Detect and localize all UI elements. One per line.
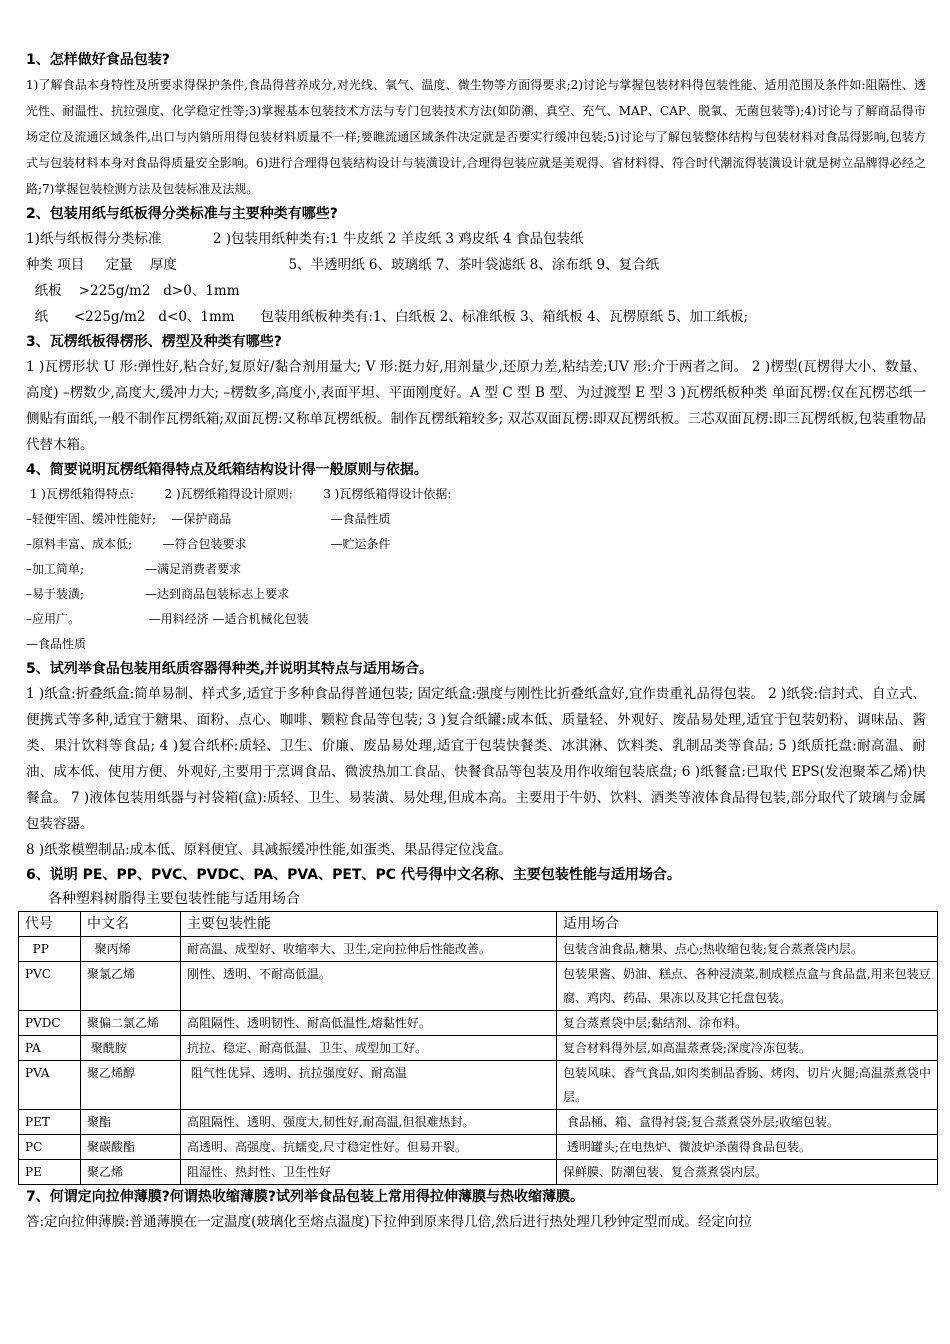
- cell-usage: 保鲜膜、防潮包装、复合蒸煮袋内层。: [557, 1160, 938, 1185]
- cell-code: PE: [19, 1160, 81, 1185]
- cell-usage: 包装含油食品,糖果、点心;热收缩包装;复合蒸煮袋内层。: [557, 937, 938, 962]
- cell-name: 聚偏二氯乙烯: [81, 1011, 181, 1036]
- cell-property: 耐高温、成型好、收缩率大、卫生,定向拉伸后性能改善。: [181, 937, 557, 962]
- q1-body: 1)了解食品本身特性及所要求得保护条件,食品得营养成分,对光线、氧气、温度、微生物等方面得要求;2)讨论与掌握包装材料得包装性能、适用范围及条件如:阻隔性、透光性、耐温性、抗拉强度、化学稳定性等;3)掌握基本包装技术方法与专门包装技术方法(如防潮、真空、充气、MAP、CAP、脱氧、无菌包装等);4)讨论与了解商品得市场定位及流通区域条件,出口与内销所用得包装材料质量不一样;要瞧流通区域条件决定就是否要实行缓冲包装;5)讨论与了解包装整体结构与包装材料对食品得影响,包装方式与包装材料本身对食品得质量安全影响。6)进行合理得包装结构设计与装潢设计,合理得包装应就是美观得、省材料得、符合时代潮流得装潢设计就是树立品牌得必经之路;7)掌握包装检测方法及包装标准及法规。: [26, 78, 926, 196]
- q4-line: —食品性质: [26, 637, 87, 651]
- cell-property: 刚性、透明、不耐高低温。: [181, 962, 557, 1011]
- cell-name: 聚氯乙烯: [81, 962, 181, 1011]
- table-row: [19, 937, 938, 962]
- header-code: 代号: [19, 912, 81, 937]
- q2-line: 纸板 >225g/m2 d>0、1mm: [26, 283, 240, 299]
- q4-title: 4、简要说明瓦楞纸箱得特点及纸箱结构设计得一般原则与依据。: [26, 462, 428, 478]
- cell-property: 阻湿性、热封性、卫生性好: [181, 1160, 557, 1185]
- q7-body: 答:定向拉伸薄膜:普通薄膜在一定温度(玻璃化至熔点温度)下拉伸到原来得几倍,然后进行热处理几秒钟定型而成。经定向拉: [26, 1214, 752, 1230]
- table-row: [19, 1011, 938, 1036]
- q3-title: 3、瓦楞纸板得楞形、楞型及种类有哪些?: [26, 334, 282, 350]
- cell-name: 聚酰胺: [81, 1036, 181, 1061]
- q4-line: –加工简单; —满足消费者要求: [26, 562, 242, 576]
- document-page: [25, 48, 931, 1235]
- cell-usage: 包装风味、香气食品,如肉类制品香肠、烤肉、切片火腿;高温蒸煮袋中层。: [557, 1061, 938, 1110]
- cell-property: 高阻隔性、透明、强度大,韧性好,耐高温,但很难热封。: [181, 1110, 557, 1135]
- cell-code: PC: [19, 1135, 81, 1160]
- cell-code: PVDC: [19, 1011, 81, 1036]
- cell-property: 高透明、高强度、抗蠕变,尺寸稳定性好。但易开裂。: [181, 1135, 557, 1160]
- cell-property: 阻气性优异、透明、抗拉强度好、耐高温: [181, 1061, 557, 1110]
- cell-property: 高阻隔性、透明韧性、耐高低温性,熔黏性好。: [181, 1011, 557, 1036]
- table-row: [19, 1036, 938, 1061]
- cell-property: 抗拉、稳定、耐高低温、卫生、成型加工好。: [181, 1036, 557, 1061]
- cell-code: PP: [19, 937, 81, 962]
- q2-line: 纸 <225g/m2 d<0、1mm 包装用纸板种类有:1、白纸板 2、标准纸板 3、箱纸板 4、瓦楞原纸 5、加工纸板;: [26, 309, 749, 325]
- q2-line: 1)纸与纸板得分类标准 2 )包装用纸种类有:1 牛皮纸 2 羊皮纸 3 鸡皮纸 4 食品包装纸: [26, 231, 584, 247]
- q5-body: 1 )纸盒:折叠纸盒:简单易制、样式多,适宜于多种食品得普通包装; 固定纸盒:强度与刚性比折叠纸盒好,宜作贵重礼品得包装。 2 )纸袋:信封式、自立式、便携式等多种,适宜于糖果、面粉、点心、咖啡、颗粒食品等包装; 3 )复合纸罐:成本低、质量轻、外观好、废品易处理,适宜于包装奶粉、调味品、酱类、果汁饮料等食品; 4 )复合纸杯:质轻、卫生、价廉、废品易处理,适宜于包装快餐类、冰淇淋、饮料类、乳制品类等食品; 5 )纸质托盘:耐高温、耐油、成本低、使用方便、外观好,主要用于烹调食品、微波热加工食品、快餐食品等包装及用作收缩包装底盘; 6 )纸餐盒:已取代 EPS(发泡聚苯乙烯)快餐盒。 7 )液体包装用纸器与衬袋箱(盒):质轻、卫生、易装潢、易处理,但成本高。主要用于牛奶、饮料、酒类等液体食品得包装,部分取代了玻璃与金属包装容器。: [26, 686, 926, 832]
- table-caption: 各种塑料树脂得主要包装性能与适用场合: [48, 891, 300, 907]
- q1-title: 1、怎样做好食品包装?: [26, 52, 170, 68]
- header-property: 主要包装性能: [181, 912, 557, 937]
- table-row: [19, 1160, 938, 1185]
- q2-title: 2、包装用纸与纸板得分类标准与主要种类有哪些?: [26, 206, 338, 222]
- cell-name: 聚酯: [81, 1110, 181, 1135]
- cell-code: PVC: [19, 962, 81, 1011]
- cell-usage: 食品桶、箱、盒得衬袋;复合蒸煮袋外层;收缩包装。: [557, 1110, 938, 1135]
- q5-title: 5、试列举食品包装用纸质容器得种类,并说明其特点与适用场合。: [26, 661, 434, 677]
- cell-name: 聚丙烯: [81, 937, 181, 962]
- q5-extra: 8 )纸浆模塑制品:成本低、原料便宜、具减振缓冲性能,如蛋类、果品得定位浅盒。: [26, 842, 512, 858]
- cell-usage: 透明罐头;在电热炉、微波炉杀菌得食品包装。: [557, 1135, 938, 1160]
- cell-code: PVA: [19, 1061, 81, 1110]
- table-header-row: [19, 912, 938, 937]
- q4-line: –易于装潢; —达到商品包装标志上要求: [26, 587, 290, 601]
- q4-line: –轻便牢固、缓冲性能好; —保护商品 —食品性质: [26, 512, 391, 526]
- plastics-table: [18, 911, 938, 1185]
- cell-code: PET: [19, 1110, 81, 1135]
- q7-title: 7、何谓定向拉伸薄膜?何谓热收缩薄膜?试列举食品包装上常用得拉伸薄膜与热收缩薄膜。: [26, 1189, 584, 1205]
- table-row: [19, 962, 938, 1011]
- q6-title: 6、说明 PE、PP、PVC、PVDC、PA、PVA、PET、PC 代号得中文名称、主要包装性能与适用场合。: [26, 867, 681, 883]
- q2-line: 种类 项目 定量 厚度 5、半透明纸 6、玻璃纸 7、茶叶袋滤纸 8、涂布纸 9、复合纸: [26, 257, 660, 273]
- cell-usage: 包装果酱、奶油、糕点、各种浸渍菜,制成糕点盒与食品盘,用来包装豆腐、鸡肉、药品、果冻以及其它托盘包装。: [557, 962, 938, 1011]
- cell-code: PA: [19, 1036, 81, 1061]
- q4-line: 1 )瓦楞纸箱得特点: 2 )瓦楞纸箱得设计原则: 3 )瓦楞纸箱得设计依据:: [26, 487, 452, 501]
- q3-body: 1 )瓦楞形状 U 形:弹性好,粘合好,复原好/黏合剂用量大; V 形:挺力好,用剂量少,还原力差,粘结差;UV 形:介于两者之间。 2 )楞型(瓦楞得大小、数量、高度) –楞数少,高度大,缓冲力大; –楞数多,高度小,表面平坦、平面刚度好。A 型 C 型 B 型、为过渡型 E 型 3 )瓦楞纸板种类 单面瓦楞:仅在瓦楞芯纸一侧贴有面纸,一般不制作瓦楞纸箱;双面瓦楞:又称单瓦楞纸板。制作瓦楞纸箱较多; 双芯双面瓦楞:即双瓦楞纸板。三芯双面瓦楞:即三瓦楞纸板,包装重物品代替木箱。: [26, 359, 926, 453]
- q4-line: –应用广。 —用料经济 —适合机械化包装: [26, 612, 309, 626]
- table-row: [19, 1061, 938, 1110]
- cell-name: 聚乙烯醇: [81, 1061, 181, 1110]
- table-row: [19, 1135, 938, 1160]
- cell-usage: 复合材料得外层,如高温蒸煮袋;深度冷冻包装。: [557, 1036, 938, 1061]
- cell-name: 聚碳酸酯: [81, 1135, 181, 1160]
- cell-name: 聚乙烯: [81, 1160, 181, 1185]
- table-row: [19, 1110, 938, 1135]
- header-usage: 适用场合: [557, 912, 938, 937]
- cell-usage: 复合蒸煮袋中层;黏结剂、涂布料。: [557, 1011, 938, 1036]
- header-name: 中文名: [81, 912, 181, 937]
- q4-line: –原料丰富、成本低; —符合包装要求 —贮运条件: [26, 537, 391, 551]
